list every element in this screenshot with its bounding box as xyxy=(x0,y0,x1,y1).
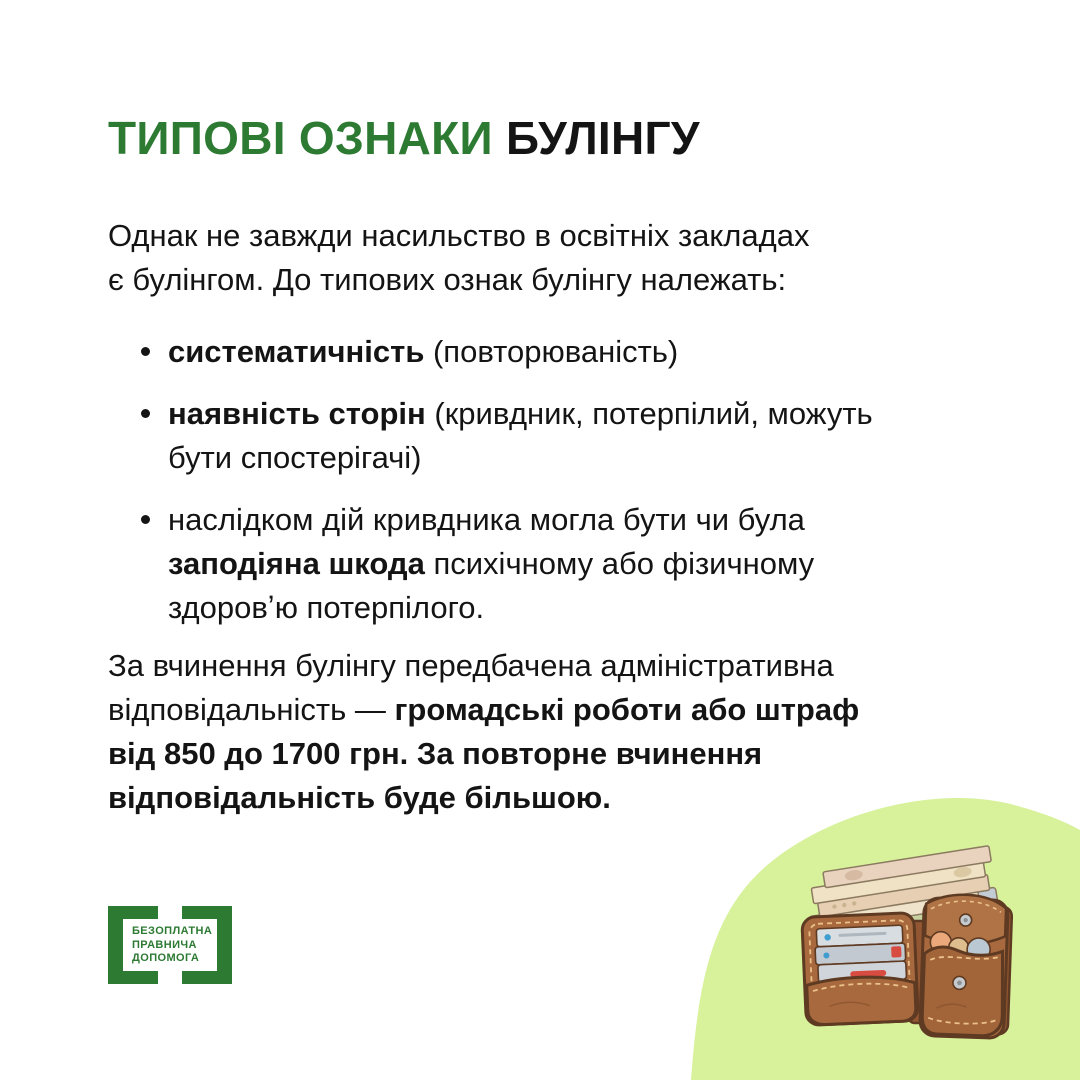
outro-line: За вчинення булінгу передбачена адміністративна xyxy=(108,647,834,683)
coin-pouch xyxy=(920,893,1013,1038)
title-highlight: ТИПОВІ ОЗНАКИ xyxy=(108,112,493,164)
list-item xyxy=(168,498,993,630)
wallet-icon xyxy=(788,843,1018,1055)
bullet-term: наявність сторін xyxy=(168,395,426,431)
snap-button-icon xyxy=(953,976,966,989)
list-item xyxy=(168,392,993,480)
intro-line: є булінгом. До типових ознак булінгу належать: xyxy=(108,261,787,297)
intro-line: Однак не завжди насильство в освітніх закладах xyxy=(108,217,810,253)
bullet-term: систематичність xyxy=(168,333,425,369)
bullet-term: заподіяна шкода xyxy=(168,545,425,581)
page-title xyxy=(108,112,993,165)
bullet-text: психічному або фізичному xyxy=(424,545,815,581)
bullet-text: бути спостерігачі) xyxy=(168,439,422,475)
outro-line: відповідальність буде більшою. xyxy=(108,779,611,815)
outro-line: відповідальність — громадські роботи або штраф xyxy=(108,691,860,727)
bullet-text: (кривдник, потерпілий, можуть xyxy=(425,395,873,431)
bullet-list xyxy=(108,330,993,630)
legal-aid-logo xyxy=(108,906,232,984)
outro-paragraph xyxy=(108,644,993,820)
list-item xyxy=(168,330,993,374)
title-rest: БУЛІНГУ xyxy=(505,112,700,164)
bullet-text: (повторюваність) xyxy=(424,333,679,369)
wallet-card-slots xyxy=(802,913,919,1026)
outro-line: від 850 до 1700 грн. За повторне вчинення xyxy=(108,735,763,771)
content-area xyxy=(108,112,993,820)
intro-paragraph xyxy=(108,214,993,302)
bullet-text: наслідком дій кривдника могла бути чи була xyxy=(168,501,805,537)
bullet-text: здоровʼю потерпілого. xyxy=(168,589,485,625)
snap-button-icon xyxy=(959,914,971,926)
logo-text: БЕЗОПЛАТНА ПРАВНИЧА ДОПОМОГА xyxy=(132,925,213,964)
